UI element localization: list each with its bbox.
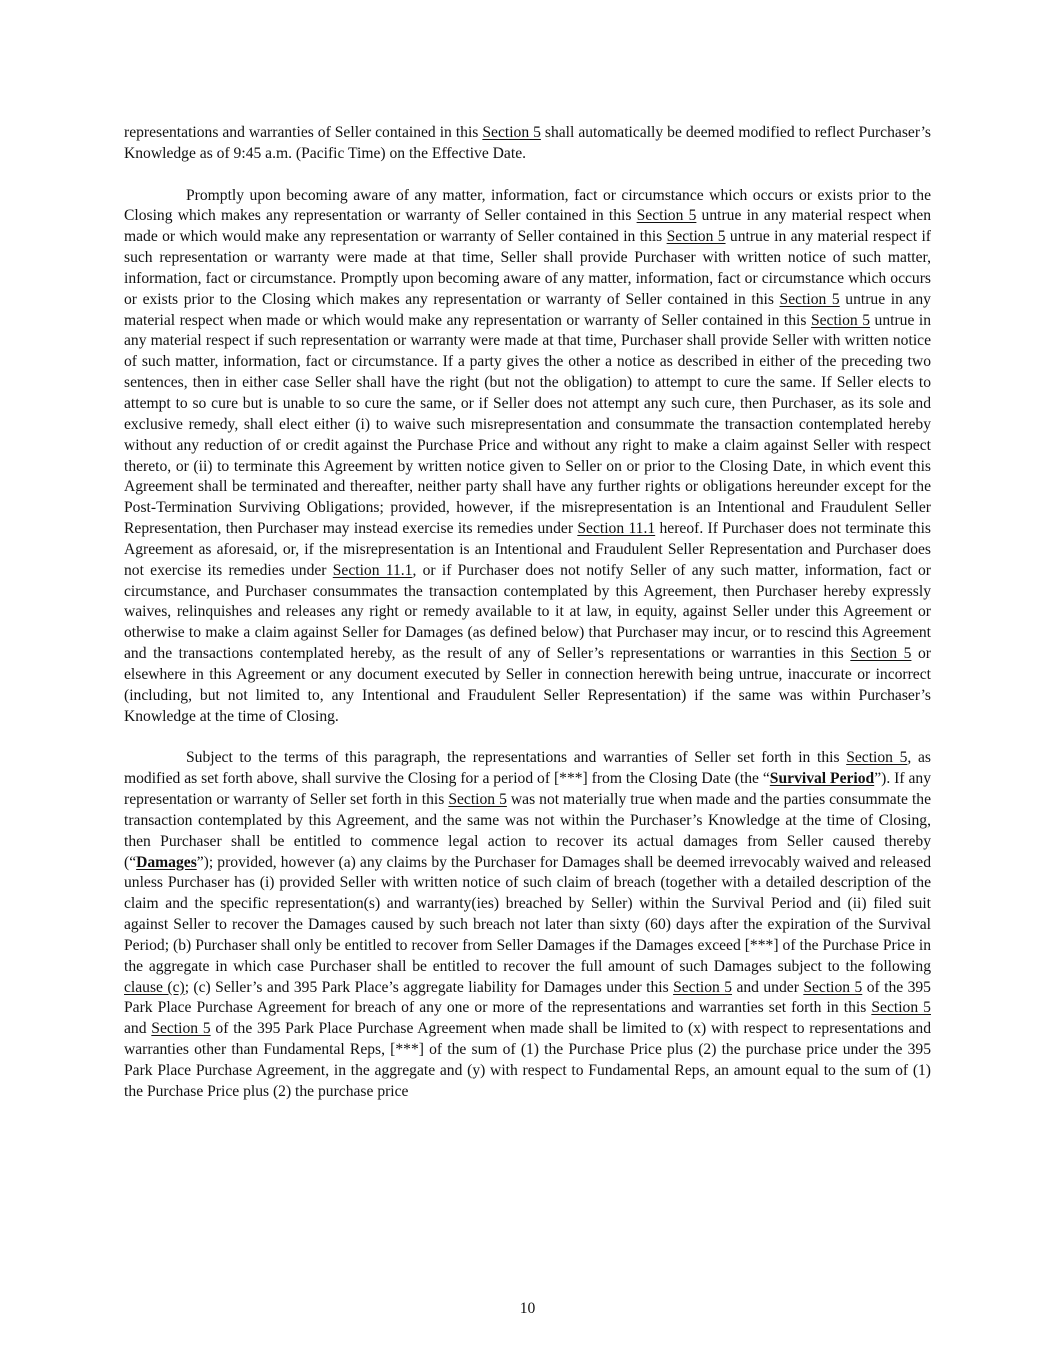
section-reference: Section 5 xyxy=(666,228,726,246)
section-reference: Section 5 xyxy=(850,645,912,663)
paragraph-continuation xyxy=(124,123,931,165)
section-reference: Section 5 xyxy=(448,791,507,808)
text-run: untrue in any material respect when made or which would make any representation or warranty of Seller contained in this xyxy=(124,207,931,246)
paragraph-notice-of-untrue-representation xyxy=(124,186,931,728)
text-run: untrue in any material respect if such representation or warranty were made at that time, Purchaser shall provide Seller with written notice of such matter, information, fact or circumstance. If a party gives the other a notice as described in either of the preceding two sentences, then in either case Seller shall have the right (but not the obligation) to attempt to cure the same. If Seller elects to attempt to so cure but is unable to so cure the same, or if Seller does not attempt any such cure, then Purchaser, as its sole and exclusive remedy, shall elect either (i) to waive such misrepresentation and consummate the transaction contemplated hereby without any reduction of or credit against the Purchase Price and without any right to make a claim against Seller with respect thereto, or (ii) to terminate this Agreement by written notice given to Seller on or prior to the Closing Date, in which event this Agreement shall be terminated and thereafter, neither party shall have any further rights or obligations hereunder except for the Post-Termination Surviving Obligations; provided, however, if the misrepresentation is an Intentional and Fraudulent Seller Representation, then Purchaser may instead exercise its remedies under xyxy=(124,311,931,538)
section-reference: Section 5 xyxy=(803,978,863,996)
text-run: , as modified as set forth above, shall survive the Closing for a period of [***] from the Closing Date (the “ xyxy=(124,749,931,788)
page-number: 10 xyxy=(519,1300,536,1317)
text-run: , or if Purchaser does not notify Seller of any such matter, information, fact or circumstance, and Purchaser consummates the transaction contemplated by this Agreement, then Purchaser hereby expressly waives, relinquishes and releases any right or remedy available to it at law, in equity, against Seller under this Agreement or otherwise to make a claim against Seller for Damages (as defined below) that Purchaser may incur, or to rescind this Agreement and the transactions contemplated hereby, as the result of any of Seller’s representations or warranties in this xyxy=(124,561,931,663)
text-run: and xyxy=(124,1020,152,1038)
section-reference: Section 5 xyxy=(779,290,840,308)
clause-reference: clause (c) xyxy=(124,978,185,996)
defined-term: Survival Period xyxy=(769,770,875,788)
section-reference: Section 5 xyxy=(636,207,697,225)
text-run: untrue in any material respect if such representation or warranty were made at that time, Seller shall provide Purchaser with written notice of such matter, information, fact or circumstance. Promptly upon becoming aware of any matter, information, fact or circumstance which occurs or exists prior to the Closing which makes any representation or warranty of Seller contained in this xyxy=(124,228,931,308)
text-run: untrue in any material respect when made or which would make any representation or warranty of Seller contained in this xyxy=(124,290,931,329)
text-run: was not materially true when made and the parties consummate the transaction contemplated by this Agreement, and the same was not within the Purchaser’s Knowledge at the time of Closing, then Purchaser shall be entitled to commence legal action to recover its actual damages from Seller caused thereby (“ xyxy=(124,791,931,871)
text-run: ”). If any representation or warranty of Seller set forth in this xyxy=(124,770,931,808)
section-reference: Section 11.1 xyxy=(577,520,656,538)
text-run: Promptly upon becoming aware of any matter, information, fact or circumstance which occurs or exists prior to the Closing which makes any representation or warranty of Seller contained in this xyxy=(124,186,931,225)
document-page xyxy=(124,123,931,1103)
section-reference: Section 5 xyxy=(810,311,871,329)
section-reference: Section 5 xyxy=(673,978,733,996)
section-reference: Section 5 xyxy=(871,999,931,1017)
text-run: or elsewhere in this Agreement or any document executed by Seller in connection herewith being untrue, inaccurate or incorrect (including, but not limited to, any Intentional and Fraudulent Seller Representation) if the same was within Purchaser’s Knowledge at the time of Closing. xyxy=(124,645,931,725)
section-reference: Section 5 xyxy=(846,749,908,767)
text-run: representations and warranties of Seller contained in this xyxy=(124,124,483,141)
text-run: of the 395 Park Place Purchase Agreement when made shall be limited to (x) with respect to representations and warranties other than Fundamental Reps, [***] of the sum of (1) the Purchase Price plus (2) the purchase price under the 395 Park Place Purchase Agreement, in the aggregate and (y) with respect to Fundamental Reps, an amount equal to the sum of (1) the Purchase Price plus (2) the purchase price xyxy=(124,1020,931,1100)
text-run: ; (c) Seller’s and 395 Park Place’s aggregate liability for Damages under this xyxy=(184,978,674,996)
paragraph-survival-period xyxy=(124,748,931,1102)
section-reference: Section 11.1 xyxy=(332,561,413,579)
text-run: hereof. If Purchaser does not terminate this Agreement as aforesaid, or, if the misrepresentation is an Intentional and Fraudulent Seller Representation and Purchaser does not exercise its remedies under xyxy=(124,520,931,579)
text-run: ”); provided, however (a) any claims by the Purchaser for Damages shall be deemed irrevocably waived and released unless Purchaser has (i) provided Seller with written notice of such claim of breach (together with a detailed description of the claim and the specific representation(s) and warranty(ies) breached by Seller) within the Survival Period and (ii) filed suit against Seller to recover the Damages caused by such breach not later than sixty (60) days after the expiration of the Survival Period; (b) Purchaser shall only be entitled to recover from Seller Damages if the Damages exceed [***] of the Purchase Price in the aggregate in which case Purchaser shall be entitled to recover the full amount of such Damages subject to the following xyxy=(124,853,931,975)
text-run: and under xyxy=(732,978,804,996)
text-run: Subject to the terms of this paragraph, the representations and warranties of Seller set forth in this xyxy=(186,749,847,767)
text-run: shall automatically be deemed modified to reflect Purchaser’s Knowledge as of 9:45 a.m. (Pacific Time) on the Effective Date. xyxy=(124,124,931,162)
section-reference: Section 5 xyxy=(151,1020,211,1038)
text-run: of the 395 Park Place Purchase Agreement for breach of any one or more of the representations and warranties set forth in this xyxy=(124,978,931,1017)
section-reference: Section 5 xyxy=(482,124,541,141)
defined-term: Damages xyxy=(136,853,197,871)
